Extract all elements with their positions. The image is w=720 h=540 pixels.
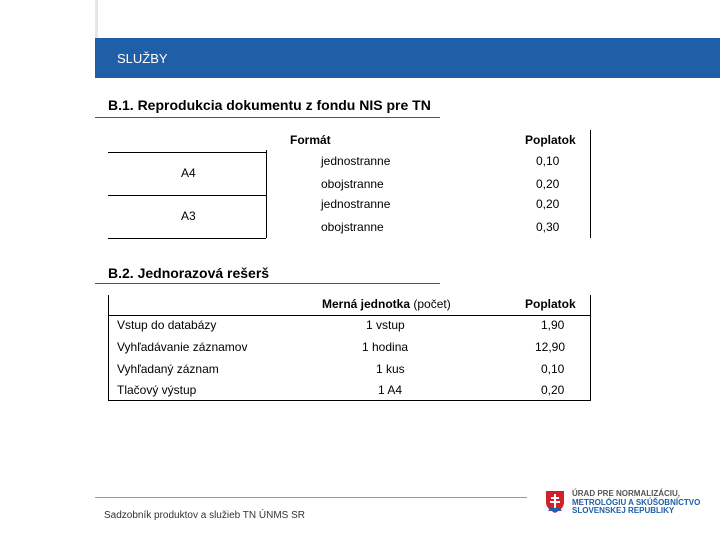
footer-text: Sadzobník produktov a služieb TN ÚNMS SR <box>104 510 306 521</box>
col-header-fee: Poplatok <box>525 297 576 311</box>
section2-title: B.2. Jednorazová rešerš <box>108 265 270 281</box>
table-cell: Tlačový výstup <box>117 383 197 397</box>
logo-line-3: SLOVENSKEJ REPUBLIKY <box>572 506 675 515</box>
group-label-a4: A4 <box>181 166 196 180</box>
table-cell: 0,10 <box>541 362 565 376</box>
table-cell: Vyhľadávanie záznamov <box>117 340 248 354</box>
table-cell: 0,20 <box>536 197 560 211</box>
page-title: SLUŽBY <box>117 50 168 66</box>
rule <box>108 152 266 153</box>
group-label-a3: A3 <box>181 209 196 223</box>
section1-title: B.1. Reprodukcia dokumentu z fondu NIS pre TN <box>108 97 431 113</box>
table-cell: 12,90 <box>535 340 566 354</box>
table-cell: 1 A4 <box>378 383 403 397</box>
col-header-fee: Poplatok <box>525 133 576 147</box>
col-header-format: Formát <box>290 133 331 147</box>
rule <box>266 150 267 238</box>
table-cell: jednostranne <box>321 197 391 211</box>
left-accent-line <box>95 0 98 38</box>
slovak-crest-icon <box>545 490 565 514</box>
rule <box>108 400 591 401</box>
section1-underline <box>95 117 440 118</box>
rule <box>108 295 109 400</box>
table-cell: 1 vstup <box>366 318 405 332</box>
rule <box>108 238 266 239</box>
table-cell: jednostranne <box>321 154 391 168</box>
table-cell: 1 kus <box>376 362 405 376</box>
rule <box>590 130 591 238</box>
header-banner <box>95 38 720 78</box>
rule <box>590 295 591 400</box>
table-cell: 1,90 <box>541 318 565 332</box>
section2-underline <box>95 283 440 284</box>
table-cell: 0,10 <box>536 154 560 168</box>
footer-divider <box>95 497 527 498</box>
table-cell: 0,20 <box>541 383 565 397</box>
rule <box>108 315 591 316</box>
table-cell: 0,30 <box>536 220 560 234</box>
logo-line-1: ÚRAD PRE NORMALIZÁCIU, <box>572 489 680 498</box>
col-header-unit-bold: Merná jednotka <box>322 297 411 311</box>
table-cell: Vyhľadaný záznam <box>117 362 219 376</box>
col-header-unit <box>322 297 451 311</box>
table-cell: Vstup do databázy <box>117 318 217 332</box>
table-cell: 1 hodina <box>362 340 409 354</box>
institution-logo-text <box>572 490 700 516</box>
table-cell: obojstranne <box>321 220 384 234</box>
table-cell: obojstranne <box>321 177 384 191</box>
logo-line-2: METROLÓGIU A SKÚŠOBNÍCTVO <box>572 497 701 507</box>
col-header-unit-rest: (počet) <box>410 297 451 311</box>
table-cell: 0,20 <box>536 177 560 191</box>
rule <box>108 195 266 196</box>
